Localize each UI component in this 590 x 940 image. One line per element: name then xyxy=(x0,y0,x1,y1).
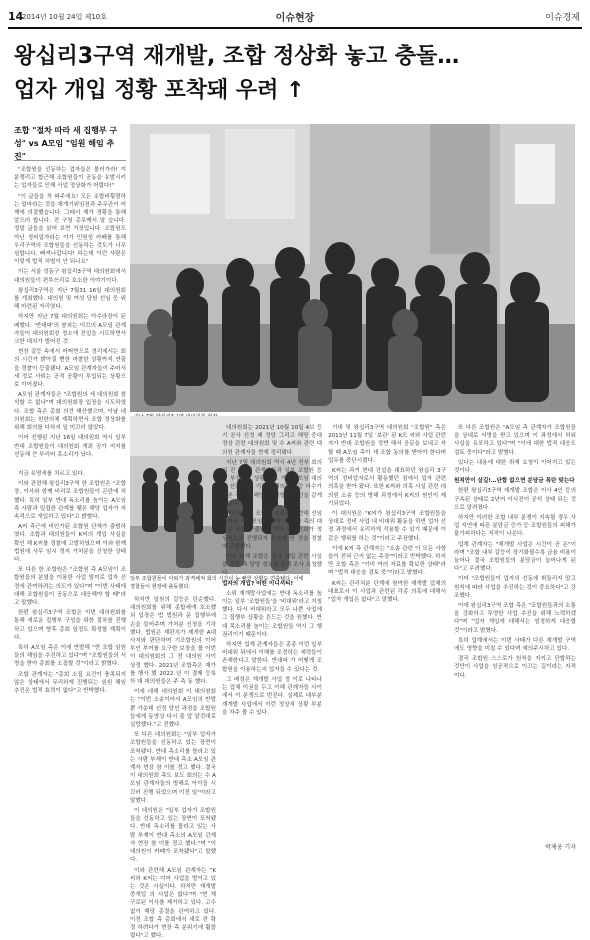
paragraph: 업계 관계자는 "재개발 사업은 시간이 곧 돈"이라며 "조합 내부 갈등이 장기화될수록 금융 비용이 늘어나 결국 조합원들의 분담금이 늘어나게 된다"고 우려했다. xyxy=(454,541,576,574)
paragraph: 한편 왕십리3구역 재개발 조합은 이사 4인 등의 구속된 상태로 2년여 이사진이 공석 상태 되는 것으로 알려졌다. xyxy=(454,487,576,512)
paragraph: 대의원회는 2021년 10월 10일 4보 등기 공사 선정 제 정당 그리고 해당 중대 정상 관련 대의원회 및 수 A씨와 관련 대의원 관계자들 현재 정리됐다. xyxy=(222,424,322,457)
paragraph: 또 다른 한 조합원은 "조합원 측 A모임이 조합원들의 분열을 이용한 사업 빌미로 업자 선정에 관여하려는 의도가 있다"며 "이번 사태에 대해 조합원들이 공동으로 대응해야 할 때"라고 말했다. xyxy=(14,566,126,607)
paragraph: K씨는 관리처분 단계에 참여한 재개발 업체의 대표로서 이 사업과 관련된 각종 의혹에 대해서 "업자 개입은 없다"고 말했다. xyxy=(328,580,446,605)
headline-line-2: 업자 개입 정황 포착돼 우려 ↑ xyxy=(14,74,574,108)
photo2-caption: 일부 조합원들이 사퇴가 과격해져 회의 시간이 늦 빠한 상황도 연출됐다. 이에 경찰들이 현장에 출동했다. xyxy=(130,576,310,591)
article-column-5 xyxy=(454,424,576,836)
paragraph: 이로 인해 조합은 업자 개입 관련 사실을 경찰 측 담당 정보를 통해 조사 요청했다. xyxy=(222,553,322,578)
subtitle-rule xyxy=(14,160,126,161)
paragraph: 조합 관계자는 "총회 소집 요건이 충족되지 않은 상태에서 무리하게 진행되는 임원 해임 추진은 법적 효력이 없다"고 반박했다. xyxy=(14,671,126,696)
paragraph: 이 대의원은 "일부 업자가 조합원들을 선동하고 있는 장면이 포착됐다. 반대 측소리를 몰라고 있는 사람 부재이 반대 측소의 A모임 관계자 현장 참 이를 경고 했다."며 "이 대의원이 카페가 포착됐다"고 말했다. xyxy=(130,807,216,864)
section-title: 이슈현장 xyxy=(0,9,590,24)
paragraph: 결국 조합원 스스로가 원칙을 지키고 단합하는 것만이 사업을 성공적으로 이끄는 길이라는 지적이다. xyxy=(454,655,576,680)
headline-line-1: 왕십리3구역 재개발, 조합 정상화 놓고 충돌… xyxy=(14,40,574,74)
paragraph: 대의원회는 조합장 선출과 관련해 선임 관계를 지 A모임 관계자 가 조합 측의 대부분 조합원 출입을 막아 대의원회가 정상적으로 진행되지 못하게 한 것을 경찰에 고발했다. xyxy=(222,510,322,551)
paragraph: 한편 왕십리3구역 조합은 이번 대의원회를 통해 새로운 집행부 구성을 위한 절차를 진행하고 있으며 향후 총회 일정도 확정할 계획이다. xyxy=(14,609,126,642)
header-rule xyxy=(8,27,582,29)
paragraph: 현장 갈등 속에서 어쩌면으로 정리에서는 회의 시간가 밝아질 뻔한 마찰한 상황까지 연출을 경찰이 등출됐다. A모임 관계자들이 주어서 새 정로 사퇴는 공적 공황이 투입되는 상황으로 이어졌다. xyxy=(14,348,126,389)
paragraph: 또 다른 조합원은 "A모임 측 관계자가 조합원들을 상대로 서명을 받고 있으며 이 과정에서 허위 사실을 유포하고 있다"며 "이에 대한 법적 대응도 검토 중이다"라고 밝혔다. xyxy=(454,424,576,457)
paragraph: 하지만 일원의 갈등은 단순했다. 대의원회를 위해 종합세에 호소했되 입장은 법 법원과 문 집행부에 손을 들어주며 가처분 신청을 기각했다. 법원은 재판지가 제개한 A대 사지와 판단하며 기조합원의 이어 투인 부여를 요구한 보장을 볼 이번 이 대의원회의 그 전 대의원 사이 상정 했다. 2021년 조합측은 재가를 행사 했 2022 년 이 결제 등록 하 대 대의원들은 주 측 동 했다. xyxy=(130,596,216,686)
article-column-1b xyxy=(14,470,126,840)
paragraph: 하지만 이러한 조합 내부 분쟁이 지속될 경우 사업 지연에 따른 분담금 증가 등 조합원들의 피해가 불가피하다는 지적이 나온다. xyxy=(454,514,576,539)
paragraph: 왕십리3구역은 지난 7월31 16일 대의원회를 개최했다. 대의원 및 여섯 당원 선임 등 위해 마련된 자리였다. xyxy=(14,287,126,312)
paragraph: A모임 관계자들은 "조합원의 세 대의원회 참석할 수 없나"며 대의원회장 입장을 시도하였다. 조합 측은 총회 의견 해산했으며, 이날 대의원회는 원한의체 계획하면서 조합 정상화를 위해 회의를 다하지 일 미끄러 않았다. xyxy=(14,391,126,432)
subheading: 업자의 개입? 어떤 이니셔티! xyxy=(222,580,322,588)
paragraph: 이어 "조합원들이 업자의 선동에 휘둘리지 말고 원칙에 따라 사업을 추진하는 것이 중요하다"고 강조했다. xyxy=(454,575,576,600)
paragraph: 이는 서울 성동구 왕십리3구역 대의원회에서 대의원들이 편투쓰리로 호소한 이야기이다. xyxy=(14,268,126,284)
paragraph: 이에 대해 대의원회 이 대의원회는 "이번 소송이어서 A모임의 반발 뿐 가운데 선정 당선 과정을 조합원들에게 동영상 다시 출 앞 알것대로 실망했다."고 전했다. xyxy=(130,688,216,729)
paragraph: 이에 K씨 측 관계자는 "소송 관련 이 모든 사항들이 전혀 근거 없는 주장"이라고 반박했다. 하지만 조합 측은 "이미 여러 자료를 확보한 상태"라며 "법적 대응을 검토 중"이라고 밝혔다. xyxy=(328,545,446,578)
subtitle: 조합 "절차 따라 새 집행부 구성" vs A모임 "임원 해임 추진" xyxy=(14,124,126,163)
paragraph: 이어 진행된 지난 16일 대의원회 역시 일부 반대 조합원들이 대의원회 개최 공가 저지를 선동해 큰 부리어 혹소리가 났다. xyxy=(14,434,126,459)
paragraph: 이 대의원은 "K씨가 왕십리3구역 조합원들을 상대로 정비 사업 내 비대위 활동을 하면 업자 선정 과정에서 유리하게 작용할 수 있기 때문에 이 같은 행위를 하는 것"이라고 주장했다. xyxy=(328,510,446,543)
byline: 박제웅 기자 xyxy=(545,842,576,851)
paragraph: 특히 A모임 측은 이에 반발해 "현 조합 임원들의 해임을 추진하고 있다"며 "조합원들의 서명을 받아 총회를 소집할 것"이라고 밝혔다. xyxy=(14,644,126,669)
paragraph: 기대 및 왕십리3구역 대의원회 "조합원" 측은 2013년 11월 7일 '보관' 된 K모 씨와 사업 관련자가 반대 조합원을 정면 해서 공문을 보내고 자 할 때 A모임 측이 새 조합 동의를 받아야 한다며 업무를 중단시켰다. xyxy=(328,424,446,465)
issue-date: 2014년 10월 24일 제10호 xyxy=(22,12,107,22)
paragraph: 그 배경은 재개발 사업 정 이로 나타나는 업체 이권을 두고 이해 관계자들 사이에서 이 분쟁으로 번진다. 실제로 대부분 재개발 사업에서 이런 정상적 상황 부분을 자주 볼 수 있다. xyxy=(222,676,322,717)
paragraph: 이와 관련해 A모임 관계자는 "K씨와 K씨는 이어 사업을 벌이고 있는 것은 사실이다. 하지만 재개발 중개업 의 사업은 없다"며 "현 재 구로된 이사를 제거하고 있다. 고수 없이 해당 종결을 관여하고 있다. 이전 조합 측 총회에서 새로 전 확정 하려다가 현장 측 분위기에 휩쓸렸다"고 했다. xyxy=(130,867,216,940)
paragraph: "조합원을 선동하는 업자들은 물러가라! 지분쟁리고 합근해 조합원들이 공동을 유발시키는 업자들로 인해 사업 정상화가 어렵다!" xyxy=(14,166,126,191)
article-column-2 xyxy=(130,596,216,841)
photo-illustration xyxy=(130,124,575,412)
paragraph: 특히 업계에서는 이번 사태가 다른 재개발 구역에도 영향을 미칠 수 있다며 예의주시하고 있다. xyxy=(454,637,576,653)
paragraph: K씨는 과거 현대 건설을 대표하던 왕십리 3구역의 정비업자로서 활동했던 점에서 업자 관련 의혹을 받아 왔다. 또한 K씨와 의혹 사실 관련 대의원 소송 등의 방해 과정에서 K씨의 원인이 제기되었다. xyxy=(328,467,446,508)
paragraph: 소위 재개발사업에는 반대 독소리를 높이는 일부 '조합원들'을 '비대위'라고 지칭했다. 다시 비대위라고 모두 나쁜 사업에 그 집행부 상황을 흔드는 것을 원했다. 반대 목소리를 높이는 조합원들 역시 그 행 권리이기 때문이다. xyxy=(222,590,322,639)
paragraph: 이에 왕십리3구역 조합 측은 "조합원들과의 소통을 강화하고 투명한 사업 추진을 위해 노력하겠다"며 "업자 개입에 대해서는 엄정하게 대응할 것"이라고 밝혔다. xyxy=(454,602,576,635)
paragraph: 또 다른 대의원회는 "일부 업자가 조합원들을 선동하고 있는 장면이 포착됐다. 반대 측소리를 몰라고 있는 사람 부재이 반대 측소 A모임 관계자 현장 참 이를 경고 했다. 결국 이 대의원회 측도 보도 회의는 수 A모임 관계자들의 방해로 아이들 시끄러 진행 되었으며 이전 일"이라고 말했다. xyxy=(130,731,216,805)
paragraph: 지난 7월 대의원회 역시 4년 전부 회의의 진 A모임 관계자들과 일부 조합원 등을 부정하는 상황 등도 가진 A모임 대의원 선출 역시 기존의 대의원들 등 다수가 기존 정관에 해당 전 설명과 원인을 같게 했었다. xyxy=(222,459,322,508)
brand-name: 이슈경제 xyxy=(545,10,580,23)
paragraph: 하지만 업계 관계자들은 종종 이런 일부 비대위 뒤에서 이해를 조정하는 세력들이 존재한다고 말한다. 반대파 가 어떻게 조합원을 이용하는지 업자들 수 있다는 것. xyxy=(222,641,322,674)
paragraph: 하지만 지난 7월 대의원회는 아수라장이 된 배했다. '반대파'의 붕괴는 이끄의 A모임 관계자들이 대의원회장 정소에 진입을 시도하면서 크한 대치가 벌어진 것. xyxy=(14,313,126,346)
news-photo-meeting xyxy=(130,124,575,412)
headline xyxy=(14,40,574,108)
page-number: 14 xyxy=(8,10,23,23)
paragraph: 이와 관련해 왕십리3구역 한 조합원은 "조합장, 이사와 함께 비리로 조합원들이 곤란에 처했다. 특히 일부 반대 독소리를 높이는 A모임 측 사람과 밀접한 관계를 맺은 해당 업자가 지속적으로 개입하고 있다"고 밝혔다. xyxy=(14,480,126,521)
page-header xyxy=(0,0,590,30)
article-column-3 xyxy=(222,424,322,842)
article-column-4 xyxy=(328,424,446,842)
paragraph: "이 글들을 꼭 퍼주세요! 모든 조합비횡령하는 얼마라는 것을 재개기위임장과 주무관이 어제에 의결했습니다. 그래서 제가 경황을 통해 알으러 합니다. 전 구청 총무께서 말 습니다. 정말 글들을 읽어 보면 거짓입니다. 조합원도 아닌 정비업자라는 이가 민원성 카페를 통해 우리구역의 조합원들을 선동하는 것도가 너무 심합니다. 빠져나갑니다! 하는데 이런 사람은 이렇게 법적 처벌이 안 되나요" xyxy=(14,193,126,267)
paragraph: 지금 유명세를 치르고 있다. xyxy=(14,470,126,478)
paragraph: A씨 측근에 비인가된 조합원 단체가 출범하였다. 조합과 대의원들이 K씨의 개입 사실을 확인 해 K씨를 경찰에 고발하였으며 이와 함께 법원에 사무 임시 정지 가처분을 신청한 상태다. xyxy=(14,523,126,564)
subheading: 원칙만이 살길!…단합 없으면 분담금 폭탄 맞는다 xyxy=(454,477,576,485)
paragraph: 있다는 내용에 대한 취재 요청이 이어지고 있는 것이다. xyxy=(454,459,576,475)
